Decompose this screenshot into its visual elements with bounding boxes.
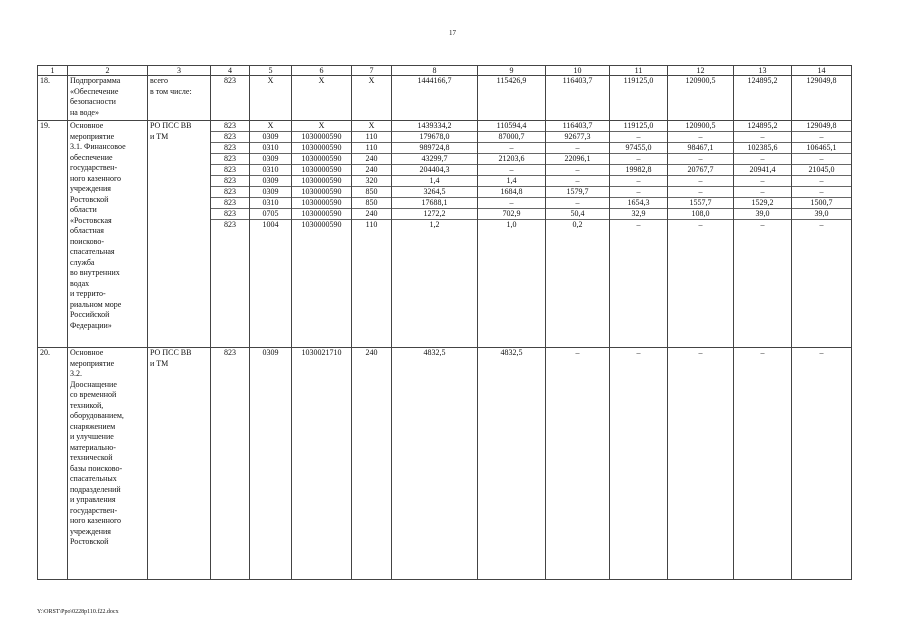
value-cell: – <box>668 132 734 143</box>
value-cell: 1030000590 <box>292 143 352 154</box>
column-number-header: 13 <box>734 66 792 76</box>
value-cell: 240 <box>352 348 392 580</box>
value-cell: – <box>478 143 546 154</box>
value-cell: Х <box>292 76 352 121</box>
value-cell: 204404,3 <box>392 165 478 176</box>
value-cell: 43299,7 <box>392 154 478 165</box>
value-cell: 0309 <box>250 348 292 580</box>
value-cell: 850 <box>352 187 392 198</box>
column-number-header: 5 <box>250 66 292 76</box>
executor-cell: РО ПСС ВВ и ТМ <box>148 121 211 348</box>
value-cell: 1030000590 <box>292 198 352 209</box>
value-cell: 1684,8 <box>478 187 546 198</box>
column-number-header: 1 <box>38 66 68 76</box>
row-number: 18. <box>38 76 68 121</box>
value-cell: 1030000590 <box>292 154 352 165</box>
value-cell: 32,9 <box>610 209 668 220</box>
value-cell: 129049,8 <box>792 121 852 132</box>
value-cell: 823 <box>211 198 250 209</box>
column-number-header: 3 <box>148 66 211 76</box>
value-cell: 50,4 <box>546 209 610 220</box>
value-cell: 108,0 <box>668 209 734 220</box>
row-number: 20. <box>38 348 68 580</box>
table-row <box>38 121 852 132</box>
value-cell: 4832,5 <box>478 348 546 580</box>
value-cell: 39,0 <box>792 209 852 220</box>
value-cell: – <box>610 154 668 165</box>
value-cell: – <box>546 176 610 187</box>
column-number-header: 14 <box>792 66 852 76</box>
column-number-header: 6 <box>292 66 352 76</box>
value-cell: 97455,0 <box>610 143 668 154</box>
value-cell: 1557,7 <box>668 198 734 209</box>
value-cell: 21203,6 <box>478 154 546 165</box>
value-cell: 0309 <box>250 176 292 187</box>
value-cell: 4832,5 <box>392 348 478 580</box>
value-cell: 1030000590 <box>292 209 352 220</box>
value-cell: – <box>668 220 734 348</box>
value-cell: Х <box>352 121 392 132</box>
value-cell: 102385,6 <box>734 143 792 154</box>
value-cell: 1654,3 <box>610 198 668 209</box>
value-cell: 823 <box>211 348 250 580</box>
value-cell: – <box>792 220 852 348</box>
value-cell: 115426,9 <box>478 76 546 121</box>
value-cell: 1439334,2 <box>392 121 478 132</box>
value-cell: – <box>734 154 792 165</box>
value-cell: 1030000590 <box>292 220 352 348</box>
value-cell: 116403,7 <box>546 121 610 132</box>
column-number-header: 11 <box>610 66 668 76</box>
value-cell: 320 <box>352 176 392 187</box>
value-cell: 116403,7 <box>546 76 610 121</box>
value-cell: – <box>478 165 546 176</box>
value-cell: – <box>792 132 852 143</box>
value-cell: 98467,1 <box>668 143 734 154</box>
value-cell: 823 <box>211 132 250 143</box>
value-cell: – <box>668 187 734 198</box>
value-cell: 22096,1 <box>546 154 610 165</box>
value-cell: 120900,5 <box>668 121 734 132</box>
value-cell: 110 <box>352 132 392 143</box>
value-cell: – <box>610 220 668 348</box>
value-cell: 1444166,7 <box>392 76 478 121</box>
value-cell: 1030000590 <box>292 187 352 198</box>
measure-name: Основное мероприятие 3.1. Финансовое обеспечение государствен- ного казенного учреждения Ростовской области «Ростовская областная поисково- спасательная служба во внутренних водах и террито- риальном море Российской Федерации» <box>68 121 148 348</box>
value-cell: – <box>792 154 852 165</box>
value-cell: – <box>668 154 734 165</box>
value-cell: 1030021710 <box>292 348 352 580</box>
value-cell: 119125,0 <box>610 121 668 132</box>
value-cell: – <box>734 220 792 348</box>
value-cell: – <box>546 348 610 580</box>
value-cell: 823 <box>211 187 250 198</box>
value-cell: 989724,8 <box>392 143 478 154</box>
value-cell: 124895,2 <box>734 76 792 121</box>
value-cell: 1030000590 <box>292 176 352 187</box>
executor-cell: РО ПСС ВВ и ТМ <box>148 348 211 580</box>
value-cell: – <box>546 143 610 154</box>
value-cell: 823 <box>211 176 250 187</box>
value-cell: 0310 <box>250 143 292 154</box>
value-cell: – <box>668 348 734 580</box>
column-number-row <box>38 66 852 76</box>
value-cell: – <box>734 176 792 187</box>
file-path-footer: Y:\ORST\Ppo\0228p110.f22.docx <box>37 609 119 615</box>
value-cell: 240 <box>352 209 392 220</box>
value-cell: 1529,2 <box>734 198 792 209</box>
value-cell: 240 <box>352 154 392 165</box>
value-cell: 1272,2 <box>392 209 478 220</box>
value-cell: 179678,0 <box>392 132 478 143</box>
value-cell: 110 <box>352 143 392 154</box>
value-cell: 17688,1 <box>392 198 478 209</box>
row-number: 19. <box>38 121 68 348</box>
value-cell: 3264,5 <box>392 187 478 198</box>
value-cell: 0309 <box>250 187 292 198</box>
table-row <box>38 348 852 580</box>
executor-cell: всего в том числе: <box>148 76 211 121</box>
subprogram-name: Подпрограмма «Обеспечение безопасности на воде» <box>68 76 148 121</box>
value-cell: 1500,7 <box>792 198 852 209</box>
table-row <box>38 76 852 121</box>
value-cell: Х <box>250 121 292 132</box>
value-cell: 0309 <box>250 132 292 143</box>
value-cell: – <box>792 348 852 580</box>
value-cell: 702,9 <box>478 209 546 220</box>
column-number-header: 12 <box>668 66 734 76</box>
value-cell: Х <box>352 76 392 121</box>
value-cell: 87000,7 <box>478 132 546 143</box>
value-cell: 1,2 <box>392 220 478 348</box>
value-cell: 823 <box>211 220 250 348</box>
value-cell: – <box>610 348 668 580</box>
value-cell: 1030000590 <box>292 132 352 143</box>
value-cell: – <box>610 176 668 187</box>
value-cell: 0,2 <box>546 220 610 348</box>
column-number-header: 2 <box>68 66 148 76</box>
value-cell: 823 <box>211 165 250 176</box>
value-cell: – <box>610 187 668 198</box>
value-cell: – <box>546 165 610 176</box>
value-cell: 240 <box>352 165 392 176</box>
page-number: 17 <box>449 29 456 37</box>
value-cell: – <box>668 176 734 187</box>
value-cell: Х <box>250 76 292 121</box>
value-cell: 129049,8 <box>792 76 852 121</box>
value-cell: – <box>792 176 852 187</box>
value-cell: 19982,8 <box>610 165 668 176</box>
value-cell: – <box>734 348 792 580</box>
value-cell: 20767,7 <box>668 165 734 176</box>
value-cell: – <box>734 187 792 198</box>
value-cell: 124895,2 <box>734 121 792 132</box>
column-number-header: 4 <box>211 66 250 76</box>
value-cell: 1,0 <box>478 220 546 348</box>
value-cell: 1,4 <box>478 176 546 187</box>
column-number-header: 7 <box>352 66 392 76</box>
value-cell: 39,0 <box>734 209 792 220</box>
value-cell: 21045,0 <box>792 165 852 176</box>
value-cell: 119125,0 <box>610 76 668 121</box>
value-cell: 0309 <box>250 154 292 165</box>
value-cell: 823 <box>211 143 250 154</box>
value-cell: – <box>546 198 610 209</box>
budget-table <box>37 65 852 580</box>
value-cell: 1,4 <box>392 176 478 187</box>
value-cell: 20941,4 <box>734 165 792 176</box>
value-cell: 823 <box>211 121 250 132</box>
measure-name: Основное мероприятие 3.2. Дооснащение со временной техникой, оборудованием, снаряжением и улучшение материально- технической базы поисково- спасательных подразделений и управления государствен- ного казенного учреждения Ростовской <box>68 348 148 580</box>
value-cell: – <box>478 198 546 209</box>
value-cell: 110 <box>352 220 392 348</box>
column-number-header: 8 <box>392 66 478 76</box>
value-cell: 92677,3 <box>546 132 610 143</box>
value-cell: 0310 <box>250 198 292 209</box>
value-cell: 120900,5 <box>668 76 734 121</box>
value-cell: – <box>610 132 668 143</box>
value-cell: 823 <box>211 209 250 220</box>
value-cell: – <box>792 187 852 198</box>
value-cell: 1030000590 <box>292 165 352 176</box>
value-cell: Х <box>292 121 352 132</box>
value-cell: 1004 <box>250 220 292 348</box>
value-cell: 106465,1 <box>792 143 852 154</box>
column-number-header: 9 <box>478 66 546 76</box>
value-cell: 850 <box>352 198 392 209</box>
value-cell: 823 <box>211 76 250 121</box>
value-cell: 110594,4 <box>478 121 546 132</box>
value-cell: – <box>734 132 792 143</box>
column-number-header: 10 <box>546 66 610 76</box>
value-cell: 1579,7 <box>546 187 610 198</box>
value-cell: 0705 <box>250 209 292 220</box>
value-cell: 823 <box>211 154 250 165</box>
value-cell: 0310 <box>250 165 292 176</box>
